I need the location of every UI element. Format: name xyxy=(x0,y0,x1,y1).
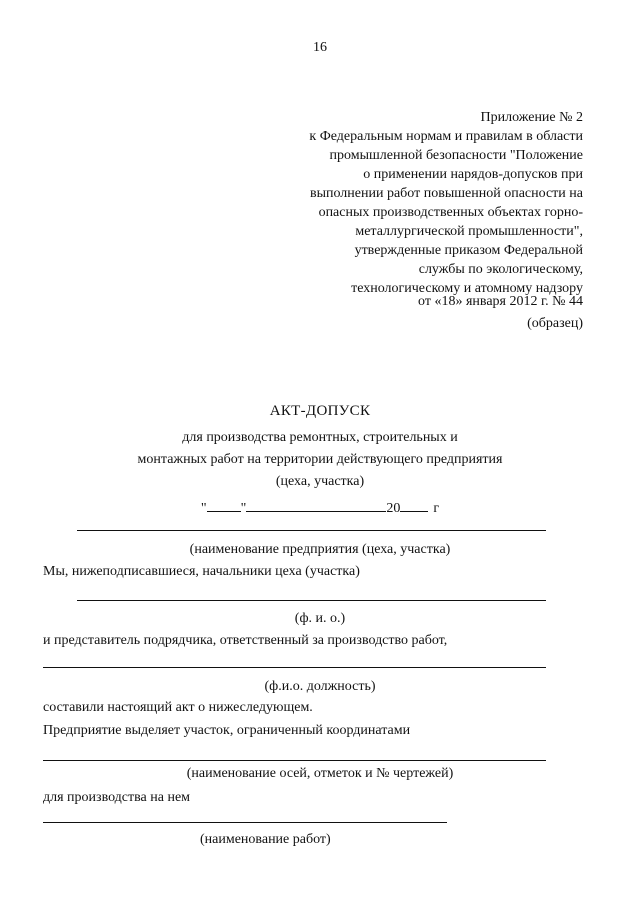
year-prefix: 20 xyxy=(386,501,401,516)
date-field xyxy=(0,497,640,517)
year-blank[interactable] xyxy=(400,497,428,512)
fio-caption: (ф. и. о.) xyxy=(294,611,346,626)
composed-line: составили настоящий акт о нижеследующем. xyxy=(43,700,313,715)
appendix-line: утвержденные приказом Федеральной xyxy=(354,243,583,258)
order-reference: от «18» января 2012 г. № 44 xyxy=(418,294,583,309)
appendix-line: металлургической промышленности", xyxy=(355,224,583,239)
document-subtitle-1: для производства ремонтных, строительных и xyxy=(182,430,458,445)
document-title: АКТ-ДОПУСК xyxy=(269,403,371,419)
sample-label: (образец) xyxy=(527,316,583,331)
contractor-blank-line[interactable] xyxy=(43,667,546,668)
fio-position-caption: (ф.и.о. должность) xyxy=(264,679,376,694)
works-caption: (наименование работ) xyxy=(200,832,331,847)
appendix-line: к Федеральным нормам и правилам в области xyxy=(309,129,583,144)
appendix-line: промышленной безопасности "Положение xyxy=(329,148,583,163)
allocates-line: Предприятие выделяет участок, ограниченный координатами xyxy=(43,723,411,738)
appendix-line: технологическому и атомному надзору xyxy=(351,281,583,296)
we-signed-line: Мы, нижеподписавшиеся, начальники цеха (участка) xyxy=(43,564,360,579)
date-quote-open: " xyxy=(200,501,207,516)
axes-caption: (наименование осей, отметок и № чертежей) xyxy=(186,766,454,781)
appendix-line: о применении нарядов-допусков при xyxy=(363,167,583,182)
appendix-line: службы по экологическому, xyxy=(418,262,583,277)
appendix-title: Приложение № 2 xyxy=(480,110,583,125)
document-subtitle-2: монтажных работ на территории действующего предприятия xyxy=(137,452,503,467)
enterprise-caption: (наименование предприятия (цеха, участка) xyxy=(189,542,451,557)
contractor-line: и представитель подрядчика, ответственный за производство работ, xyxy=(43,633,448,648)
for-production-line: для производства на нем xyxy=(43,790,191,805)
page-number: 16 xyxy=(313,40,327,55)
fio-blank-line[interactable] xyxy=(77,600,546,601)
works-blank-line[interactable] xyxy=(43,822,447,823)
month-blank[interactable] xyxy=(246,497,386,512)
appendix-block xyxy=(309,127,583,298)
enterprise-blank-line[interactable] xyxy=(77,530,546,531)
date-quote-close: " xyxy=(240,501,247,516)
appendix-line: опасных производственных объектах горно- xyxy=(318,205,583,220)
coordinates-blank-line[interactable] xyxy=(43,760,546,761)
document-subtitle-3: (цеха, участка) xyxy=(275,474,365,489)
appendix-line: выполнении работ повышенной опасности на xyxy=(309,186,583,201)
day-blank[interactable] xyxy=(207,497,241,512)
year-suffix: г xyxy=(433,501,440,516)
